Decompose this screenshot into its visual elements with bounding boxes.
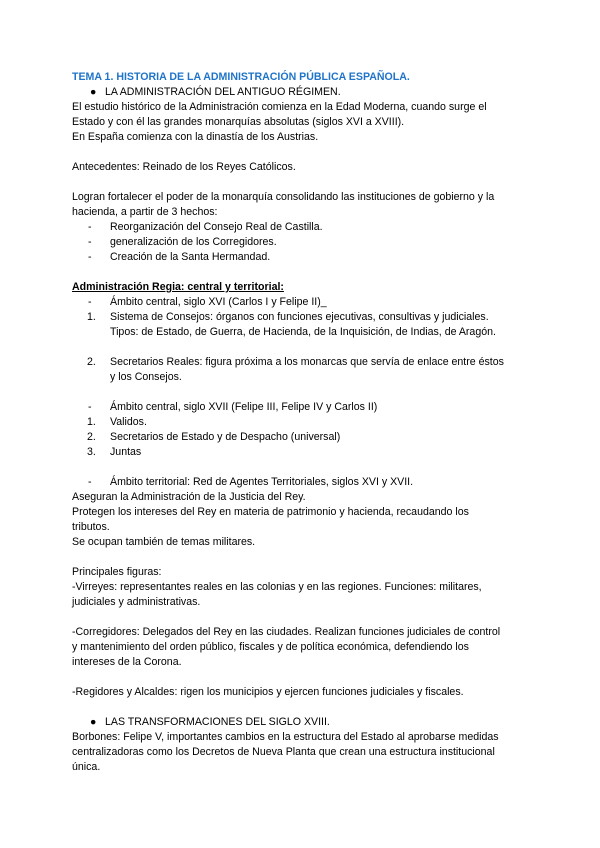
paragraph-line: tributos. xyxy=(72,521,110,533)
page-title: TEMA 1. HISTORIA DE LA ADMINISTRACIÓN PÚBLICA ESPAÑOLA. xyxy=(72,71,410,83)
list-item-continuation: Tipos: de Estado, de Guerra, de Hacienda, de la Inquisición, de Indias, de Aragón. xyxy=(110,326,496,338)
list-item xyxy=(88,475,530,490)
list-item-text: Ámbito territorial: Red de Agentes Territoriales, siglos XVI y XVII. xyxy=(110,476,414,488)
number-marker: 3. xyxy=(87,446,96,458)
paragraph-line: única. xyxy=(72,761,101,773)
paragraph-line: Borbones: Felipe V, importantes cambios en la estructura del Estado al aprobarse medidas xyxy=(72,731,499,743)
numbered-item xyxy=(87,445,530,460)
list-item-text: Creación de la Santa Hermandad. xyxy=(110,251,271,263)
paragraph-line: judiciales y administrativas. xyxy=(72,596,201,608)
list-item-text: Validos. xyxy=(110,416,147,428)
numbered-item xyxy=(87,415,530,430)
paragraph-line: El estudio histórico de la Administración comienza en la Edad Moderna, cuando surge el xyxy=(72,101,487,113)
list-item xyxy=(88,295,530,310)
paragraph-line: Logran fortalecer el poder de la monarquía consolidando las instituciones de gobierno y la xyxy=(72,191,495,203)
section-heading-antiguo-regimen xyxy=(90,85,530,100)
list-item-text: Sistema de Consejos: órganos con funciones ejecutivas, consultivas y judiciales. xyxy=(110,311,489,323)
admin-regia-heading: Administración Regia: central y territorial: xyxy=(72,281,284,293)
paragraph-line: Se ocupan también de temas militares. xyxy=(72,536,256,548)
dash-marker: - xyxy=(88,296,92,308)
paragraph-line: Protegen los intereses del Rey en materia de patrimonio y hacienda, recaudando los xyxy=(72,506,469,518)
list-item-text: Ámbito central, siglo XVII (Felipe III, Felipe IV y Carlos II) xyxy=(110,401,378,413)
section-heading-text: LAS TRANSFORMACIONES DEL SIGLO XVIII. xyxy=(105,716,330,728)
paragraph-line: -Corregidores: Delegados del Rey en las ciudades. Realizan funciones judiciales de control xyxy=(72,626,501,638)
numbered-item xyxy=(87,430,530,445)
numbered-item xyxy=(87,310,530,325)
paragraph-line: Estado y con él las grandes monarquías absolutas (siglos XVI a XVIII). xyxy=(72,116,405,128)
antecedentes-line: Antecedentes: Reinado de los Reyes Católicos. xyxy=(72,161,296,173)
paragraph-line: hacienda, a partir de 3 hechos: xyxy=(72,206,218,218)
dash-marker: - xyxy=(88,236,92,248)
list-item-text: Secretarios de Estado y de Despacho (universal) xyxy=(110,431,341,443)
numbered-item xyxy=(87,355,530,370)
section-heading-text: LA ADMINISTRACIÓN DEL ANTIGUO RÉGIMEN. xyxy=(105,86,341,98)
number-marker: 1. xyxy=(87,416,96,428)
list-item-text: generalización de los Corregidores. xyxy=(110,236,277,248)
bullet-icon: ● xyxy=(90,716,97,728)
paragraph-line: -Regidores y Alcaldes: rigen los municipios y ejercen funciones judiciales y fiscales. xyxy=(72,686,464,698)
list-item xyxy=(88,250,530,265)
list-item xyxy=(88,235,530,250)
paragraph-line: y mantenimiento del orden público, fiscales y de política económica, defendiendo los xyxy=(72,641,469,653)
section-heading-siglo-xviii xyxy=(90,715,530,730)
dash-marker: - xyxy=(88,476,92,488)
list-item-text: Secretarios Reales: figura próxima a los monarcas que servía de enlace entre éstos xyxy=(110,356,504,368)
list-item-text: Reorganización del Consejo Real de Castilla. xyxy=(110,221,323,233)
paragraph-line: intereses de la Corona. xyxy=(72,656,182,668)
list-item xyxy=(88,400,530,415)
paragraph-line: En España comienza con la dinastía de los Austrias. xyxy=(72,131,319,143)
paragraph-line: Principales figuras: xyxy=(72,566,162,578)
list-item xyxy=(88,220,530,235)
dash-marker: - xyxy=(88,401,92,413)
paragraph-line: centralizadoras como los Decretos de Nueva Planta que crean una estructura institucional xyxy=(72,746,495,758)
list-item-continuation: y los Consejos. xyxy=(110,371,182,383)
paragraph-line: -Virreyes: representantes reales en las colonias y en las regiones. Funciones: militares, xyxy=(72,581,482,593)
number-marker: 2. xyxy=(87,356,96,368)
paragraph-line: Aseguran la Administración de la Justicia del Rey. xyxy=(72,491,306,503)
dash-marker: - xyxy=(88,251,92,263)
list-item-text: Juntas xyxy=(110,446,142,458)
dash-marker: - xyxy=(88,221,92,233)
number-marker: 1. xyxy=(87,311,96,323)
bullet-icon: ● xyxy=(90,86,97,98)
number-marker: 2. xyxy=(87,431,96,443)
list-item-text: Ámbito central, siglo XVI (Carlos I y Felipe II)_ xyxy=(110,296,327,308)
